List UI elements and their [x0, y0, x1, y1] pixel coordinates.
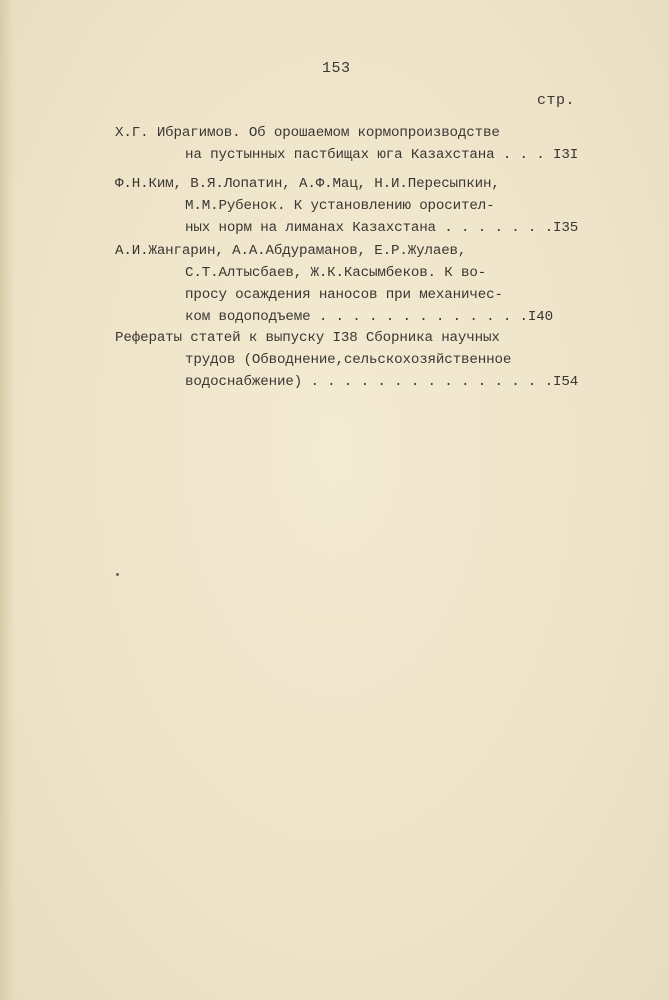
toc-entry-line: Ф.Н.Ким, В.Я.Лопатин, А.Ф.Мац, Н.И.Пересыпкин,: [115, 176, 500, 192]
toc-entry-line: водоснабжение) . . . . . . . . . . . . . . .I54: [185, 374, 579, 390]
toc-entry-line: на пустынных пастбищах юга Казахстана . . . I3I: [185, 147, 579, 163]
toc-entry-line: просу осаждения наносов при механичес-: [185, 287, 503, 303]
toc-entry: [115, 327, 585, 393]
toc-entry: [115, 173, 585, 239]
toc-entry-line: Х.Г. Ибрагимов. Об орошаемом кормопроизводстве: [115, 125, 500, 141]
page-number: 153: [322, 60, 351, 77]
stray-ink-mark: [116, 573, 119, 576]
toc-entry: [115, 122, 585, 166]
toc-entry: [115, 240, 585, 328]
toc-entry-line: трудов (Обводнение,сельскохозяйственное: [185, 352, 512, 368]
page-column-header: стр.: [537, 92, 576, 109]
toc-entry-line: ком водоподъеме . . . . . . . . . . . . .I40: [185, 309, 554, 325]
toc-entry-line: С.Т.Алтысбаев, Ж.К.Касымбеков. К во-: [185, 265, 487, 281]
toc-entry-line: ных норм на лиманах Казахстана . . . . . . .I35: [185, 220, 579, 236]
page-edge-shadow: [0, 0, 14, 1000]
toc-entry-line: А.И.Жангарин, А.А.Абдураманов, Е.Р.Жулаев,: [115, 243, 467, 259]
toc-entry-line: М.М.Рубенок. К установлению оросител-: [185, 198, 495, 214]
toc-entry-line: Рефераты статей к выпуску I38 Сборника научных: [115, 330, 500, 346]
